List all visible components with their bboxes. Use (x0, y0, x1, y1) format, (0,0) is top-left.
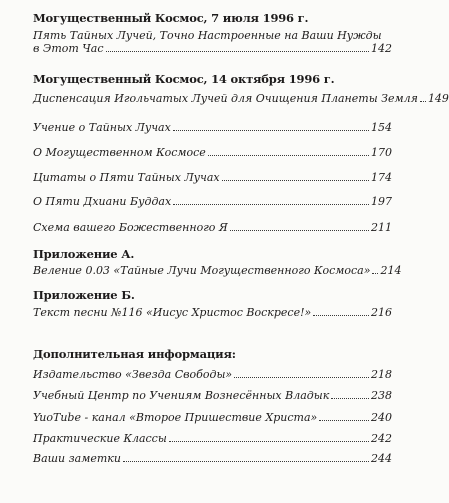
section-heading: Могущественный Космос, 14 октября 1996 г. (33, 72, 335, 86)
toc-entry-title: Издательство «Звезда Свободы» (33, 368, 233, 381)
toc-entry-page: 197 (371, 195, 392, 208)
toc-entry-page: 211 (371, 221, 392, 234)
toc-entry-page: 244 (371, 452, 392, 465)
toc-entry-title: YuoTube - канал «Второе Пришествие Христа» (33, 411, 318, 424)
toc-entry-page: 218 (371, 368, 392, 381)
toc-entry-title: в Этот Час (33, 42, 104, 55)
toc-entry[interactable] (33, 368, 392, 381)
section-heading: Приложение Б. (33, 288, 135, 302)
toc-entry-page: 174 (371, 171, 392, 184)
toc-entry[interactable] (33, 92, 449, 105)
dot-leader (372, 273, 378, 274)
dot-leader (420, 101, 426, 102)
toc-entry-page: 154 (371, 121, 392, 134)
toc-entry-title: Ваши заметки (33, 452, 121, 465)
toc-entry[interactable] (33, 146, 392, 159)
toc-entry-page: 170 (371, 146, 392, 159)
toc-entry-title: Практические Классы (33, 432, 167, 445)
toc-entry-title: О Пяти Дхиани Буддах (33, 195, 172, 208)
dot-leader (173, 204, 369, 205)
toc-entry-page: 142 (371, 42, 392, 55)
toc-entry-page: 240 (371, 411, 392, 424)
dot-leader (230, 230, 369, 231)
toc-entry[interactable] (33, 221, 392, 234)
toc-entry-title: О Могущественном Космосе (33, 146, 206, 159)
toc-entry[interactable] (33, 452, 392, 465)
section-heading: Могущественный Космос, 7 июля 1996 г. (33, 11, 309, 25)
dot-leader (319, 420, 369, 421)
toc-entry[interactable] (33, 432, 392, 445)
dot-leader (208, 155, 369, 156)
toc-entry[interactable] (33, 306, 392, 319)
toc-entry[interactable] (33, 29, 392, 55)
toc-entry-title: Диспенсация Игольчатых Лучей для Очищения Планеты Земля (33, 92, 418, 105)
toc-entry-title: Учение о Тайных Лучах (33, 121, 171, 134)
toc-entry-title: Схема вашего Божественного Я (33, 221, 228, 234)
dot-leader (313, 315, 369, 316)
dot-leader (222, 180, 369, 181)
toc-entry-page: 216 (371, 306, 392, 319)
toc-entry[interactable] (33, 171, 392, 184)
toc-entry[interactable] (33, 121, 392, 134)
dot-leader (173, 130, 369, 131)
toc-entry[interactable] (33, 195, 392, 208)
toc-entry-title: Учебный Центр по Учениям Вознесённых Владык (33, 389, 330, 402)
dot-leader (123, 461, 369, 462)
toc-entry[interactable] (33, 264, 402, 277)
toc-entry-page: 242 (371, 432, 392, 445)
toc-entry-title: Текст песни №116 «Иисус Христос Воскресе!» (33, 306, 312, 319)
dot-leader (106, 51, 369, 52)
dot-leader (169, 441, 369, 442)
toc-entry-page: 149 (427, 92, 449, 105)
toc-entry[interactable] (33, 411, 392, 424)
dot-leader (234, 377, 369, 378)
toc-entry-title: Цитаты о Пяти Тайных Лучах (33, 171, 220, 184)
dot-leader (331, 398, 369, 399)
section-heading: Приложение А. (33, 247, 135, 261)
section-heading: Дополнительная информация: (33, 347, 236, 361)
toc-entry-title: Веление 0.03 «Тайные Лучи Могущественного Космоса» (33, 264, 371, 277)
toc-entry[interactable] (33, 389, 392, 402)
toc-entry-page: 238 (371, 389, 392, 402)
toc-entry-page: 214 (380, 264, 402, 277)
toc-entry-title-line: Пять Тайных Лучей, Точно Настроенные на Ваши Нужды (33, 29, 382, 42)
